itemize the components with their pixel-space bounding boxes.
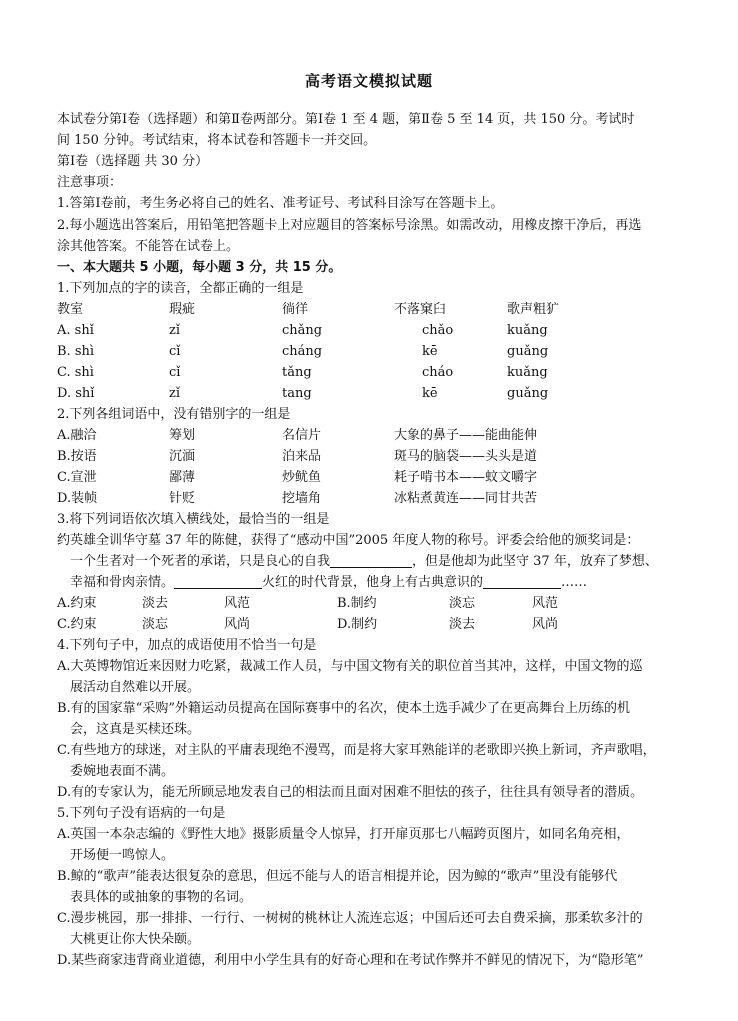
- q2-cell: D.装帧: [57, 491, 98, 506]
- q1-cell: cǐ: [169, 344, 181, 359]
- q3-text: ，但是他却为此坚守 37 年，放弃了梦想、: [412, 554, 658, 569]
- q3-text: 幸福和骨肉亲情。: [70, 575, 175, 590]
- q1-cell: kuǎng: [507, 365, 548, 380]
- q3-option-b: 淡忘: [449, 596, 476, 611]
- q3-blank-3: [483, 574, 561, 589]
- q2-cell: 冰粘煮黄连——同甘共苦: [394, 491, 538, 506]
- q5-option-a-line-2: 开场便一鸣惊人。: [70, 848, 175, 863]
- q3-stem: 3.将下列词语依次填入横线处，最恰当的一组是: [57, 512, 330, 527]
- q3-option-a: A.约束: [57, 596, 97, 611]
- q3-option-a: 风范: [224, 596, 251, 611]
- q1-cell: B. shì: [57, 344, 95, 359]
- q1-cell: guǎng: [507, 386, 549, 401]
- q3-option-b: 风范: [532, 596, 559, 611]
- q2-cell: C.宣泄: [57, 470, 97, 485]
- q3-text: 一个生者对一个死者的承诺，只是良心的自我: [70, 554, 331, 569]
- q3-passage-line-2: [70, 552, 658, 571]
- q5-option-d-line-1: D.某些商家违背商业道德，利用中小学生具有的好奇心理和在考试作弊并不鲜见的情况下，为“隐形笔”: [57, 953, 644, 968]
- page-title: 高考语文模拟试题: [304, 72, 433, 90]
- q1-cell: kē: [422, 386, 438, 401]
- q1-header-cell: 瑕疵: [169, 302, 196, 317]
- q2-cell: 炒鱿鱼: [282, 470, 322, 485]
- q1-cell: zǐ: [169, 323, 181, 338]
- q2-cell: 针贬: [169, 491, 196, 506]
- q4-option-c-line-1: C.有些地方的球迷，对主队的平庸表现绝不漫骂，而是将大家耳熟能详的老歌即兴换上新词，齐声歌唱，: [57, 743, 656, 758]
- q1-cell: kuǎng: [507, 323, 548, 338]
- q1-cell: chǎo: [422, 323, 454, 338]
- q2-cell: A.融洽: [57, 428, 97, 443]
- q5-stem: 5.下列句子没有语病的一句是: [57, 806, 226, 821]
- q1-cell: cháo: [422, 365, 454, 380]
- note-1: 1.答第Ⅰ卷前，考生务必将自己的姓名、准考证号、考试科目涂写在答题卡上。: [57, 196, 504, 211]
- q2-cell: 名信片: [282, 428, 322, 443]
- note-2-line-2: 涂其他答案。不能答在试卷上。: [57, 239, 240, 254]
- q1-cell: A. shǐ: [57, 323, 94, 338]
- q1-cell: cháng: [282, 344, 323, 359]
- q2-cell: B.按语: [57, 449, 97, 464]
- intro-line-2: 间 150 分钟。考试结束，将本试卷和答题卡一并交回。: [57, 133, 377, 148]
- q2-cell: 斑马的脑袋——头头是道: [394, 449, 538, 464]
- q3-blank-2: [174, 574, 262, 589]
- q3-option-c: 淡忘: [142, 617, 169, 632]
- q3-passage-line-3: [70, 573, 587, 592]
- q2-cell: 挖墙角: [282, 491, 322, 506]
- q4-stem: 4.下列句子中，加点的成语使用不恰当一句是: [57, 638, 317, 653]
- q3-passage-line-1: 约英雄全训华守墓 37 年的陈健，获得了“感动中国”2005 年度人物的称号。评委会给他的颁奖词是：: [57, 533, 640, 548]
- q3-option-c: 风尚: [224, 617, 251, 632]
- q1-header-cell: 教室: [57, 302, 84, 317]
- q4-option-c-line-2: 委婉地表面不满。: [70, 764, 175, 779]
- q1-cell: guǎng: [507, 344, 549, 359]
- q1-cell: tang: [282, 386, 312, 401]
- q3-option-a: 淡去: [142, 596, 169, 611]
- q2-cell: 大象的鼻子——能曲能伸: [394, 428, 538, 443]
- q1-cell: chǎng: [282, 323, 323, 338]
- q4-option-a-line-1: A.大英博物馆近来因财力吃紧，裁减工作人员，与中国文物有关的职位首当其冲，这样，中国文物的巡: [57, 659, 643, 674]
- q1-header-cell: 不落窠臼: [394, 302, 447, 317]
- q1-cell: C. shì: [57, 365, 94, 380]
- q3-option-d: 风尚: [532, 617, 559, 632]
- q3-text: 火红的时代背景，他身上有古典意识的: [262, 575, 484, 590]
- q4-option-b-line-2: 会，这真是买椟还珠。: [70, 722, 201, 737]
- intro-line-1: 本试卷分第Ⅰ卷（选择题）和第Ⅱ卷两部分。第Ⅰ卷 1 至 4 题，第Ⅱ卷 5 至 14 页，共 150 分。考试时: [57, 112, 635, 127]
- q2-stem: 2.下列各组词语中，没有错别字的一组是: [57, 407, 291, 422]
- q3-option-d: D.制约: [337, 617, 378, 632]
- q4-option-b-line-1: B.有的国家靠“采购”外籍运动员提高在国际赛事中的名次，使本土选手减少了在更高舞台上历练的机: [57, 701, 630, 716]
- q4-option-a-line-2: 展活动自然难以开展。: [70, 680, 201, 695]
- q5-option-a-line-1: A.英国一本杂志编的《野性大地》摄影质量令人惊异，打开扉页那七八幅跨页图片，如同名角亮相，: [57, 827, 630, 842]
- part1-heading: 第Ⅰ卷（选择题 共 30 分）: [57, 154, 209, 169]
- q2-cell: 耗子啃书本——蚊文嚼字: [394, 470, 538, 485]
- q1-cell: tǎng: [282, 365, 312, 380]
- q3-text: ……: [561, 575, 588, 590]
- q2-cell: 沉湎: [169, 449, 196, 464]
- q1-stem: 1.下列加点的字的读音，全都正确的一组是: [57, 281, 304, 296]
- q1-cell: cǐ: [169, 365, 181, 380]
- notes-title: 注意事项：: [57, 175, 123, 190]
- q2-cell: 泊来品: [282, 449, 322, 464]
- q3-option-b: B.制约: [337, 596, 377, 611]
- q5-option-b-line-2: 表具体的或抽象的事物的名词。: [70, 890, 253, 905]
- q1-cell: zǐ: [169, 386, 181, 401]
- q1-cell: D. shǐ: [57, 386, 95, 401]
- q1-header-cell: 歌声粗犷: [507, 302, 560, 317]
- q5-option-c-line-2: 大桃更让你大快朵颐。: [70, 932, 201, 947]
- q1-cell: kē: [422, 344, 438, 359]
- section-1-heading: 一、本大题共 5 小题，每小题 3 分，共 15 分。: [57, 260, 342, 275]
- q5-option-b-line-1: B.鲸的“歌声”能表达很复杂的意思，但远不能与人的语言相提并论，因为鲸的“歌声”里没有能够代: [57, 869, 618, 884]
- q4-option-d: D.有的专家认为，能无所顾忌地发表自己的相法而且面对困难不胆怯的孩子，往往具有领导者的潜质。: [57, 785, 644, 800]
- q3-blank-1: [330, 553, 412, 568]
- q2-cell: 鄙薄: [169, 470, 196, 485]
- q3-option-d: 淡去: [449, 617, 476, 632]
- q1-header-cell: 徜徉: [282, 302, 309, 317]
- q5-option-c-line-1: C.漫步桃园，那一排排、一行行、一树树的桃林让人流连忘返；中国后还可去自费采摘，那柔软多汁的: [57, 911, 643, 926]
- note-2-line-1: 2.每小题选出答案后，用铅笔把答题卡上对应题目的答案标号涂黑。如需改动，用橡皮擦干净后，再选: [57, 218, 642, 233]
- q2-cell: 筹划: [169, 428, 196, 443]
- q3-option-c: C.约束: [57, 617, 97, 632]
